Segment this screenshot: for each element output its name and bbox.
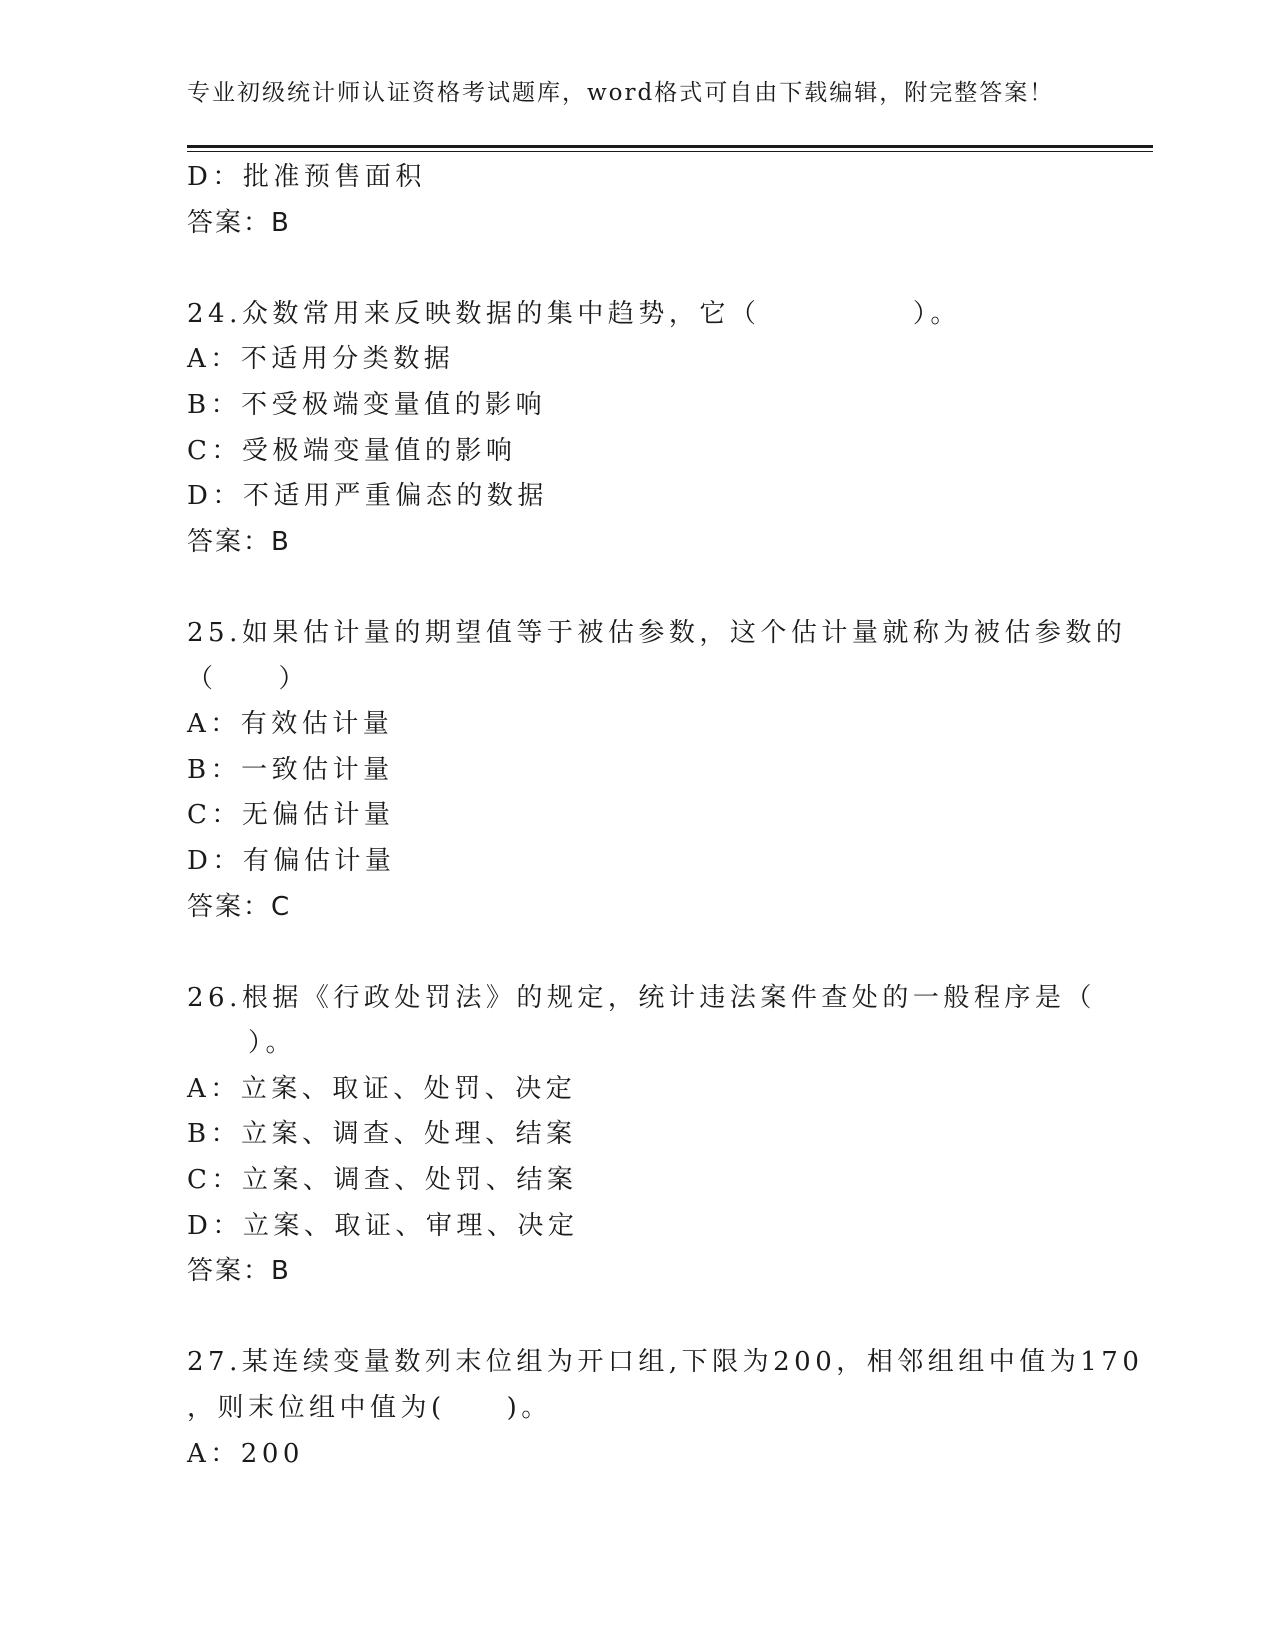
question-25-stem-cont: （ ） <box>187 663 310 694</box>
header-rule-thin <box>187 151 1153 152</box>
question-24-stem: 24.众数常用来反映数据的集中趋势，它（ ）。 <box>187 298 961 329</box>
spacer <box>187 930 1087 976</box>
question-26-stem: 26.根据《行政处罚法》的规定，统计违法案件查处的一般程序是（ <box>187 982 1096 1013</box>
spacer <box>187 1295 1087 1341</box>
page-header: 专业初级统计师认证资格考试题库，word格式可自由下载编辑，附完整答案！ <box>187 80 1055 106</box>
question-25-option-d: D：有偏估计量 <box>187 845 396 876</box>
question-26-option-d: D：立案、取证、审理、决定 <box>187 1210 579 1241</box>
spacer <box>187 565 1087 611</box>
question-25-stem: 25.如果估计量的期望值等于被估参数，这个估计量就称为被估参数的 <box>187 617 1127 648</box>
question-25-option-b: B：一致估计量 <box>187 754 394 785</box>
question-24-option-d: D：不适用严重偏态的数据 <box>187 481 548 512</box>
question-24-option-b: B：不受极端变量值的影响 <box>187 389 547 420</box>
question-25-option-a: A：有效估计量 <box>187 709 394 740</box>
question-24-answer: 答案：B <box>187 526 291 557</box>
prev-option-d: D：批准预售面积 <box>187 162 426 192</box>
header-rule-thick <box>187 145 1153 148</box>
question-25-answer: 答案：C <box>187 891 292 922</box>
question-content <box>187 155 1144 1477</box>
question-26-option-b: B：立案、调查、处理、结案 <box>187 1119 577 1150</box>
question-27-stem: 27.某连续变量数列末位组为开口组,下限为200，相邻组组中值为170 <box>187 1347 1144 1378</box>
question-27-option-a: A：200 <box>187 1438 304 1469</box>
question-24-option-c: C：受极端变量值的影响 <box>187 435 517 466</box>
spacer <box>187 246 1087 292</box>
question-25-option-c: C：无偏估计量 <box>187 800 395 831</box>
question-24-option-a: A：不适用分类数据 <box>187 344 455 375</box>
prev-answer: 答案：B <box>187 207 291 238</box>
question-26-option-c: C：立案、调查、处罚、结案 <box>187 1165 578 1196</box>
question-27-stem-cont: ，则末位组中值为( )。 <box>187 1393 552 1424</box>
question-26-stem-cont: ）。 <box>187 1028 297 1059</box>
question-26-option-a: A：立案、取证、处罚、决定 <box>187 1073 577 1104</box>
question-26-answer: 答案：B <box>187 1256 291 1287</box>
